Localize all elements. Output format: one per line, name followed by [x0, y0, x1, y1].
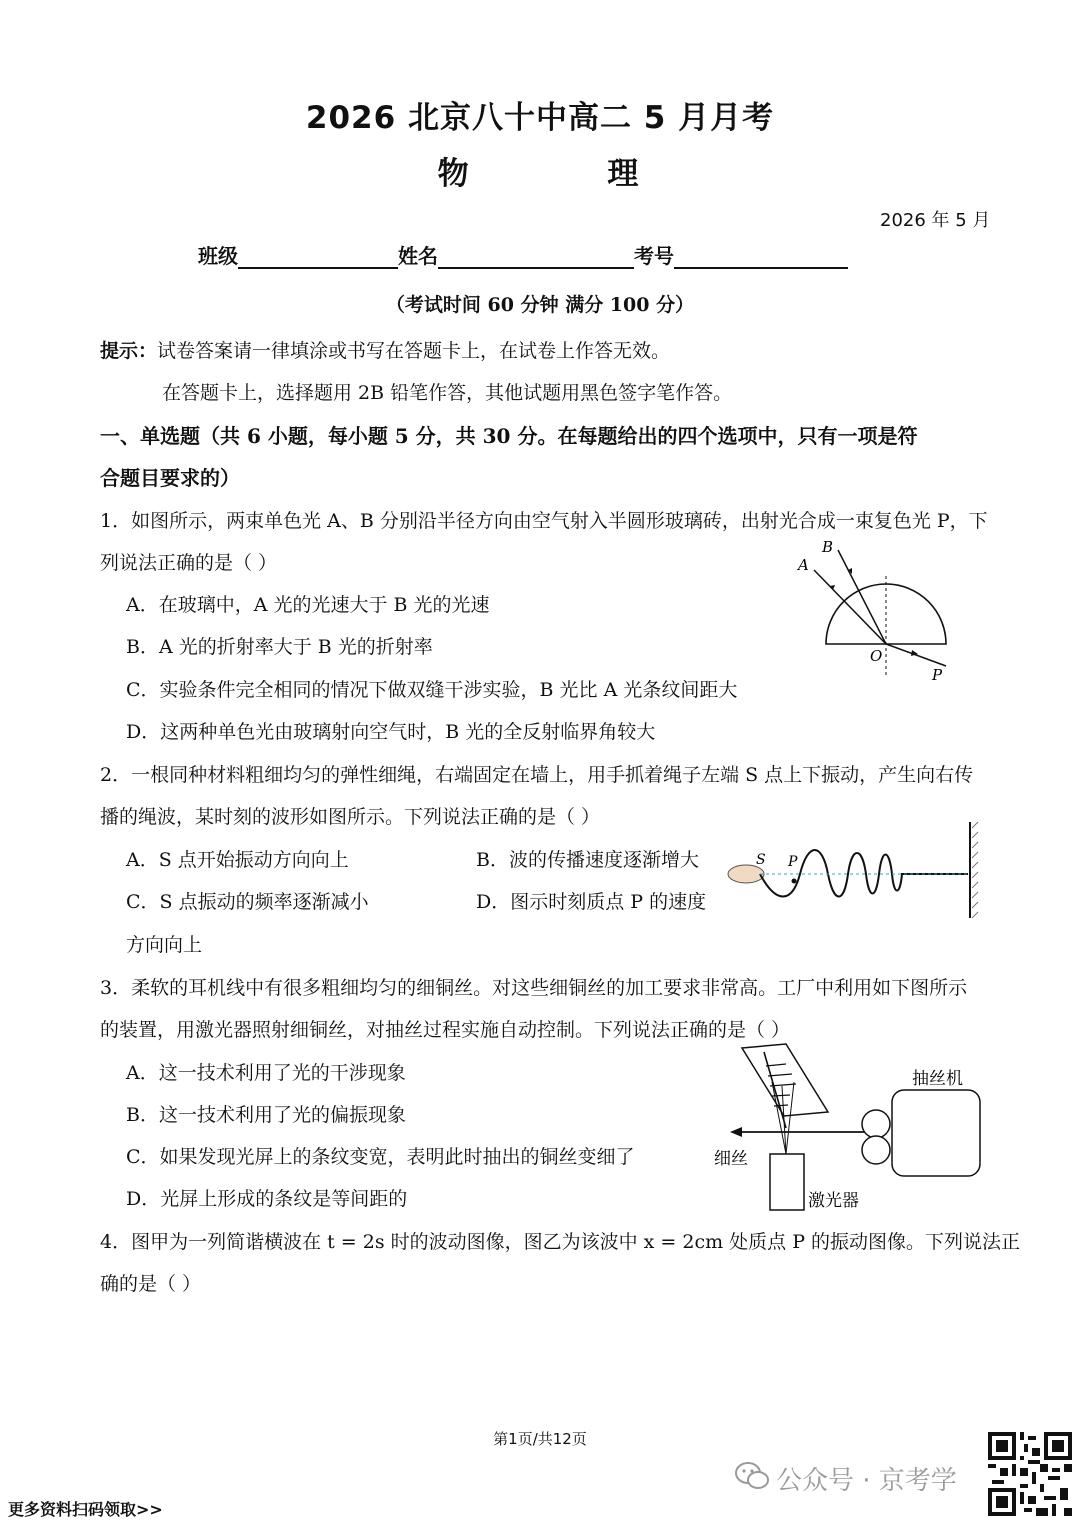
q2-stem-line-2: 播的绳波，某时刻的波形如图所示。下列说法正确的是（ ）: [100, 806, 601, 828]
name-label: 姓名: [398, 244, 438, 268]
q1-fig-label-b: B: [822, 538, 834, 556]
q1-option-c[interactable]: C．实验条件完全相同的情况下做双缝干涉实验，B 光比 A 光条纹间距大: [126, 679, 738, 701]
student-info-row: [198, 240, 848, 269]
q3-fig-label-machine: 抽丝机: [912, 1069, 963, 1089]
q1-fig-label-a: A: [798, 556, 809, 574]
q2-option-a[interactable]: A．S 点开始振动方向向上: [126, 849, 349, 871]
wechat-icon: [734, 1460, 770, 1492]
q1-stem-line-1: 1．如图所示，两束单色光 A、B 分别沿半径方向由空气射入半圆形玻璃砖，出射光合成一束复色光 P，下: [100, 510, 988, 532]
q1-option-d[interactable]: D．这两种单色光由玻璃射向空气时，B 光的全反射临界角较大: [126, 721, 656, 743]
q3-option-c[interactable]: C．如果发现光屏上的条纹变宽，表明此时抽出的铜丝变细了: [126, 1146, 635, 1168]
notice-line-1: [100, 336, 670, 363]
q4-stem-line-1: 4．图甲为一列简谐横波在 t = 2s 时的波动图像，图乙为该波中 x = 2cm 处质点 P 的振动图像。下列说法正: [100, 1231, 1021, 1253]
exam-title: 2026 北京八十中高二 5 月月考: [305, 100, 775, 136]
q3-fig-label-laser: 激光器: [808, 1191, 859, 1211]
q2-stem-line-1: 2．一根同种材料粗细均匀的弹性细绳，右端固定在墙上，用手抓着绳子左端 S 点上下振动，产生向右传: [100, 764, 974, 786]
name-field[interactable]: [438, 247, 634, 269]
more-resources-link[interactable]: 更多资料扫码领取>>: [8, 1500, 163, 1519]
q1-option-b[interactable]: B．A 光的折射率大于 B 光的折射率: [126, 636, 433, 658]
class-label: 班级: [198, 244, 238, 268]
number-label: 考号: [634, 244, 674, 268]
class-field[interactable]: [238, 247, 398, 269]
q3-fig-label-wire: 细丝: [714, 1149, 748, 1169]
q2-fig-label-p: P: [788, 854, 798, 870]
q2-option-d-continued: 方向向上: [126, 934, 203, 956]
q2-option-b[interactable]: B．波的传播速度逐渐增大: [476, 849, 699, 871]
exam-time-info: （考试时间 60 分钟 满分 100 分）: [385, 294, 695, 316]
q1-option-a[interactable]: A．在玻璃中，A 光的光速大于 B 光的光速: [126, 594, 490, 616]
exam-date: 2026 年 5 月: [880, 210, 991, 231]
q1-fig-label-o: O: [870, 647, 883, 665]
q1-fig-label-p: P: [932, 666, 943, 684]
page-number: 第1页/共12页: [493, 1430, 587, 1448]
q2-option-c[interactable]: C．S 点振动的频率逐渐减小: [126, 891, 369, 913]
q2-option-d[interactable]: D．图示时刻质点 P 的速度: [476, 891, 707, 913]
q3-stem-line-2: 的装置，用激光器照射细铜丝，对抽丝过程实施自动控制。下列说法正确的是（ ）: [100, 1019, 791, 1041]
section-heading-line-2: 合题目要求的）: [100, 466, 240, 490]
drawing-machine: [892, 1090, 980, 1176]
q3-option-d[interactable]: D．光屏上形成的条纹是等间距的: [126, 1188, 408, 1210]
section-heading-line-1: 一、单选题（共 6 小题，每小题 5 分，共 30 分。在每题给出的四个选项中，只有一项是符: [100, 424, 918, 448]
q3-option-b[interactable]: B．这一技术利用了光的偏振现象: [126, 1104, 406, 1126]
laser-box: [770, 1154, 804, 1210]
watermark-text: 公众号 · 京考学: [776, 1466, 957, 1496]
q3-option-a[interactable]: A．这一技术利用了光的干涉现象: [126, 1062, 406, 1084]
q2-fig-label-s: S: [756, 852, 766, 868]
q3-stem-line-1: 3．柔软的耳机线中有很多粗细均匀的细铜丝。对这些细铜丝的加工要求非常高。工厂中利用如下图所示: [100, 977, 968, 999]
q1-semicircle-figure: [786, 536, 966, 686]
q3-laser-device-figure: [706, 1042, 986, 1216]
qr-code-icon[interactable]: [988, 1432, 1072, 1516]
q4-stem-line-2: 确的是（ ）: [100, 1273, 202, 1295]
q1-stem-line-2: 列说法正确的是（ ）: [100, 552, 278, 574]
subject-title: 物 理: [437, 156, 703, 192]
q2-rope-wave-figure: [724, 818, 980, 922]
notice-label: 提示：: [100, 340, 158, 362]
number-field[interactable]: [674, 247, 848, 269]
notice-text-1: 试卷答案请一律填涂或书写在答题卡上，在试卷上作答无效。: [157, 340, 671, 362]
notice-line-2: 在答题卡上，选择题用 2B 铅笔作答，其他试题用黑色签字笔作答。: [162, 382, 733, 404]
